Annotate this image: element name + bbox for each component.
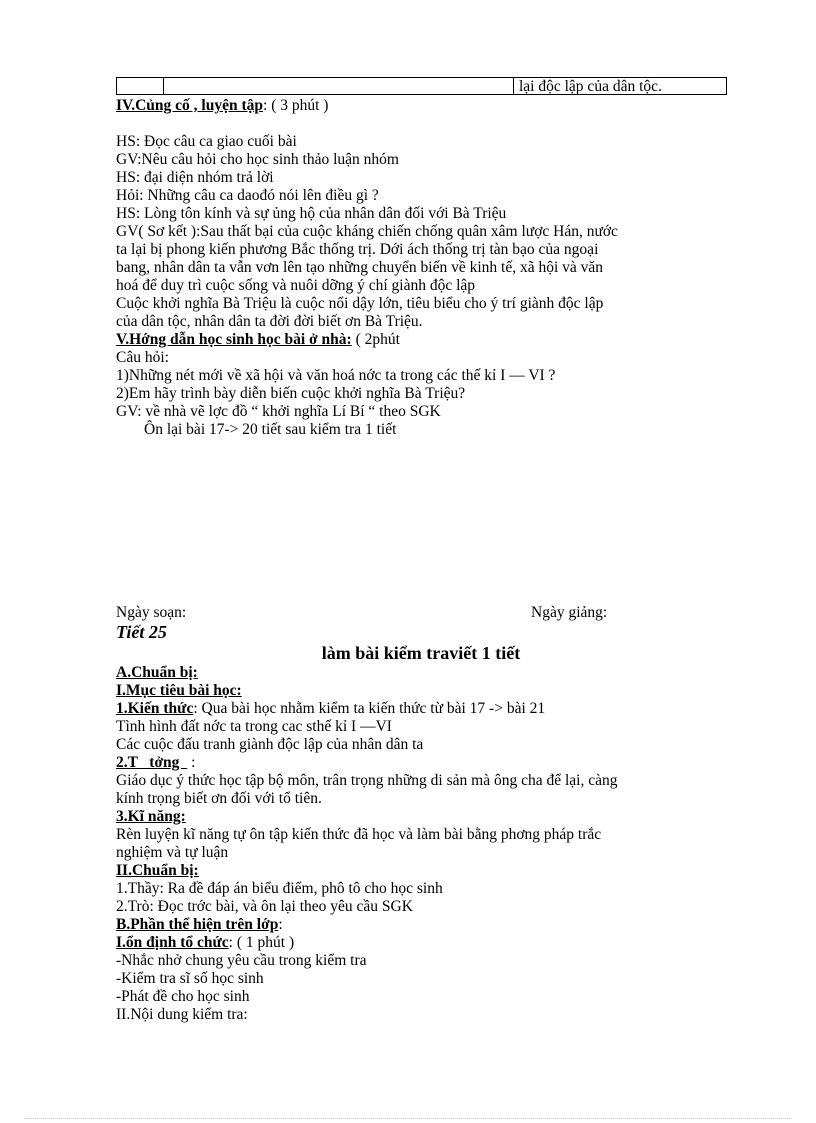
skills-detail: nghiệm và tự luận [116, 844, 229, 861]
review-note: Ôn lại bài 17-> 20 tiết sau kiểm tra 1 tiết [144, 421, 397, 438]
attitude-label: 2.T tởng [116, 754, 188, 771]
prep-heading-line [116, 862, 726, 880]
attitude-detail: kính trọng biết ơn đối với tổ tiên. [116, 790, 322, 807]
section-iv-heading-line [116, 97, 726, 115]
section-iv-heading: IV.Củng cố , luyện tập [116, 97, 264, 114]
dialogue-line: GV( Sơ kết ):Sau thất bại của cuộc kháng chiến chống quân xâm lược Hán, nước [116, 223, 618, 240]
knowledge-label: 1.Kiến thức [116, 700, 194, 717]
attitude-line [116, 754, 726, 772]
part-a-heading: A.Chuẩn bị: [116, 664, 198, 681]
table-cell-2 [164, 78, 514, 94]
page-bottom-rule [24, 1118, 792, 1119]
objectives-heading-line [116, 682, 726, 700]
knowledge-detail: Các cuộc đấu tranh giành độc lập của nhân dân ta [116, 736, 424, 753]
skills-heading-line [116, 808, 726, 826]
org-label: I.ổn định tổ chức [116, 934, 229, 951]
table-row-fragment [116, 77, 727, 95]
objectives-heading: I.Mục tiêu bài học: [116, 682, 242, 699]
homework-line: GV: về nhà vẽ lợc đồ “ khởi nghĩa Lí Bí “ theo SGK [116, 403, 441, 420]
dialogue-line: Cuộc khởi nghĩa Bà Triệu là cuộc nổi dậy lớn, tiêu biểu cho ý trí giành độc lập [116, 295, 604, 312]
org-detail: -Phát đề cho học sinh [116, 988, 250, 1005]
lesson-title: làm bài kiểm traviết 1 tiết [321, 643, 521, 663]
dialogue-line: HS: Đọc câu ca giao cuối bài [116, 133, 297, 150]
dialogue-line: hoá để duy trì cuộc sống và nuôi dỡng ý chí giành độc lập [116, 277, 476, 294]
prep-date-label: Ngày soạn: [116, 604, 187, 621]
knowledge-line [116, 700, 726, 718]
skills-detail: Rèn luyện kĩ năng tự ôn tập kiến thức đã học và làm bài bằng phơng pháp trắc [116, 826, 602, 843]
part-a-heading-line [116, 664, 726, 682]
part-a [116, 664, 726, 1024]
dialogue-line: bang, nhân dân ta vẫn vơn lên tạo những chuyển biến về kinh tế, xã hội và văn [116, 259, 604, 276]
table-cell-1 [117, 78, 164, 94]
dialogue-line: Hỏi: Những câu ca daođó nói lên điều gì ? [116, 187, 379, 204]
dialogue-line: ta lại bị phong kiến phương Bắc thống trị. Dới ách thống trị tàn bạo của ngoại [116, 241, 599, 258]
skills-label: 3.Kĩ năng: [116, 808, 186, 825]
org-detail: -Nhắc nhở chung yêu cầu trong kiểm tra [116, 952, 367, 969]
dialogue-line: HS: đại diện nhóm trả lời [116, 169, 274, 186]
prep-heading: II.Chuẩn bị: [116, 862, 199, 879]
dialogue-line: HS: Lòng tôn kính và sự ủng hộ của nhân dân đối với Bà Triệu [116, 205, 507, 222]
section-v-duration: ( 2phút [351, 331, 400, 348]
dialogue-block [116, 133, 726, 439]
knowledge-text: : Qua bài học nhằm kiểm ta kiến thức từ bài 17 -> bài 21 [193, 700, 546, 717]
lesson-number: Tiết 25 [116, 622, 167, 642]
homework-line: 2)Em hãy trình bày diễn biến cuộc khởi nghĩa Bà Triệu? [116, 385, 466, 402]
homework-line: Câu hỏi: [116, 349, 169, 366]
section-v-heading-line [116, 331, 726, 349]
content-heading: II.Nội dung kiểm tra: [116, 1006, 248, 1023]
org-suffix: : ( 1 phút ) [228, 934, 295, 951]
part-b-heading-suffix: : [278, 916, 283, 933]
table-cell-3: lại độc lập của dân tộc. [519, 78, 662, 94]
dialogue-line: của dân tộc, nhân dân ta đời đời biết ơn Bà Triệu. [116, 313, 423, 330]
org-detail: -Kiểm tra sĩ số học sinh [116, 970, 264, 987]
teach-date-label: Ngày giảng: [531, 604, 608, 621]
dialogue-line: GV:Nêu câu hỏi cho học sinh thảo luận nhóm [116, 151, 399, 168]
attitude-suffix: : [187, 754, 196, 771]
section-iv-duration: : ( 3 phút ) [263, 97, 329, 114]
knowledge-detail: Tình hình đất nớc ta trong cac sthế kỉ I —VI [116, 718, 392, 735]
prep-detail: 2.Trò: Đọc trớc bài, và ôn lại theo yêu cầu SGK [116, 898, 413, 915]
org-line [116, 934, 726, 952]
part-b-heading-line [116, 916, 726, 934]
attitude-detail: Giáo dục ý thức học tập bộ môn, trân trọng những di sản mà ông cha để lại, càng [116, 772, 618, 789]
part-b-heading: B.Phần thể hiện trên lớp [116, 916, 279, 933]
dates-row [116, 604, 726, 624]
section-iv [116, 97, 726, 115]
homework-line: 1)Những nét mới về xã hội và văn hoá nớc ta trong các thế kỉ I — VI ? [116, 367, 556, 384]
section-v-heading: V.Hớng dẫn học sinh học bài ở nhà: [116, 331, 352, 348]
prep-detail: 1.Thầy: Ra đề đáp án biểu điểm, phô tô cho học sinh [116, 880, 443, 897]
